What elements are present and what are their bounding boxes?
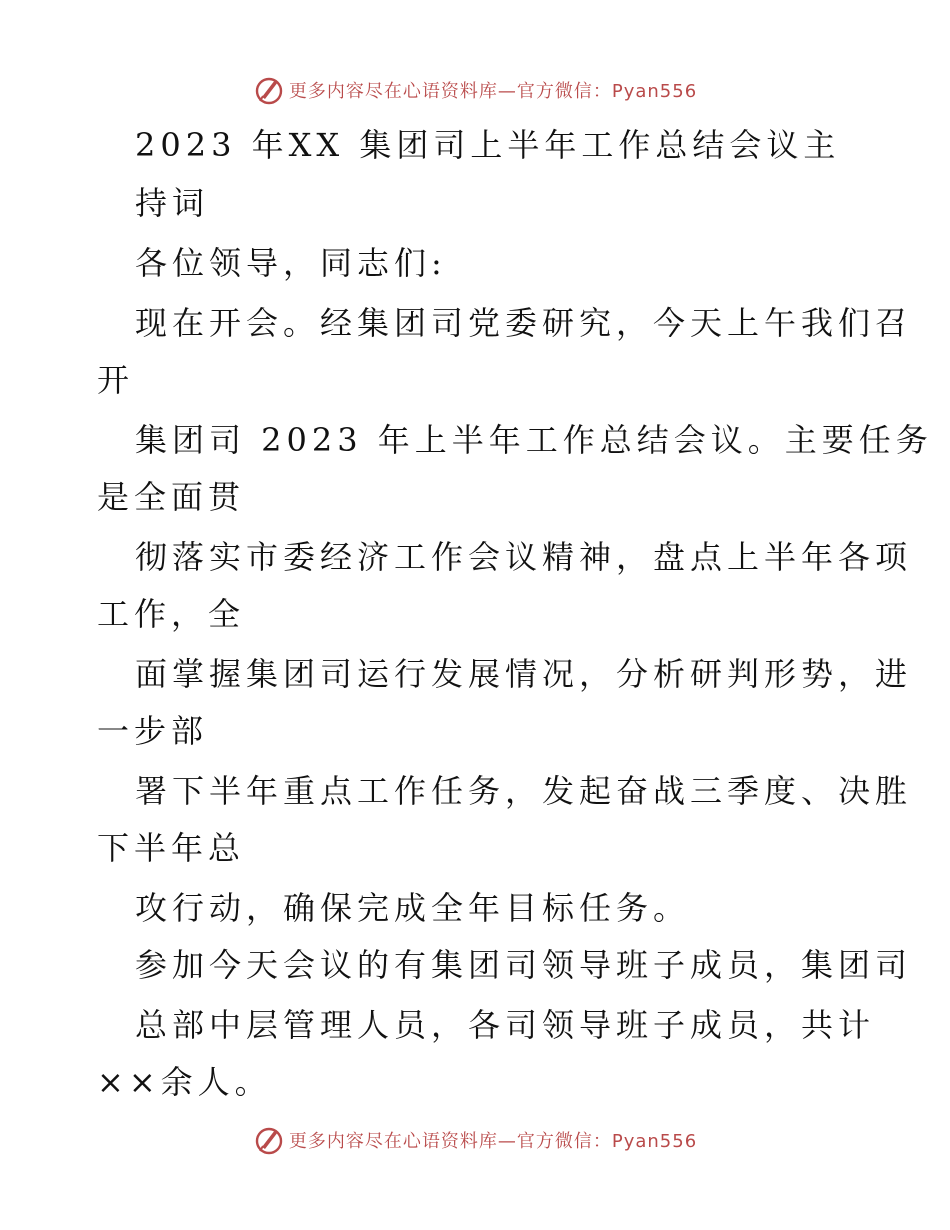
- quill-pen-circle-logo-icon: [253, 1124, 285, 1156]
- body-line: 工作，全: [97, 595, 246, 633]
- body-line: 集团司 2023 年上半年工作总结会议。主要任务: [135, 421, 933, 459]
- document-title-line-2: 持词: [135, 184, 210, 222]
- watermark-text: 更多内容尽在心语资料库—官方微信：Pyan556: [288, 81, 698, 102]
- body-line: 彻落实市委经济工作会议精神，盘点上半年各项: [135, 538, 913, 576]
- document-title-line-1: 2023 年XX 集团司上半年工作总结会议主: [135, 126, 841, 164]
- body-line: 开: [97, 361, 135, 399]
- body-line: ××余人。: [97, 1063, 272, 1101]
- watermark-text: 更多内容尽在心语资料库—官方微信：Pyan556: [288, 1131, 698, 1152]
- watermark-banner-bottom: [0, 1120, 950, 1160]
- body-line: 攻行动，确保完成全年目标任务。: [135, 889, 691, 927]
- body-line: 参加今天会议的有集团司领导班子成员，集团司: [135, 946, 913, 984]
- body-line: 总部中层管理人员，各司领导班子成员，共计: [135, 1006, 876, 1044]
- body-line: 现在开会。经集团司党委研究，今天上午我们召: [135, 304, 913, 342]
- body-line: 是全面贯: [97, 478, 246, 516]
- body-line: 一步部: [97, 712, 209, 750]
- greeting: 各位领导，同志们:: [135, 244, 447, 282]
- body-line: 面掌握集团司运行发展情况，分析研判形势，进: [135, 655, 913, 693]
- body-line: 下半年总: [97, 829, 246, 867]
- body-line: 署下半年重点工作任务，发起奋战三季度、决胜: [135, 772, 913, 810]
